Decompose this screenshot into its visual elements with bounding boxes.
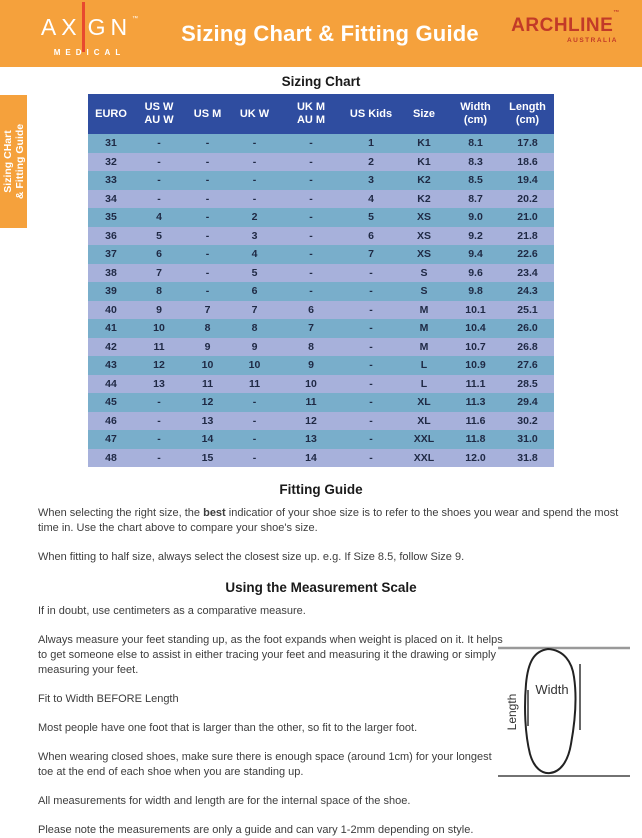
- table-cell: 2: [231, 208, 278, 227]
- table-cell: 12: [184, 393, 231, 412]
- table-cell: 31.0: [501, 430, 554, 449]
- table-cell: 8: [184, 319, 231, 338]
- table-cell: 7: [184, 301, 231, 320]
- table-cell: 33: [88, 171, 134, 190]
- table-cell: 47: [88, 430, 134, 449]
- axign-red-line-icon: [82, 2, 85, 52]
- table-cell: K1: [398, 153, 450, 172]
- table-cell: 3: [344, 171, 398, 190]
- table-cell: XS: [398, 227, 450, 246]
- table-cell: 31: [88, 134, 134, 153]
- table-cell: -: [344, 301, 398, 320]
- table-cell: 22.6: [501, 245, 554, 264]
- paragraph: When fitting to half size, always select the closest size up. e.g. If Size 8.5, follow Size 9.: [38, 551, 465, 563]
- page-title: Sizing Chart & Fitting Guide: [181, 20, 479, 46]
- table-cell: 24.3: [501, 282, 554, 301]
- paragraph: Fit to Width BEFORE Length: [38, 693, 179, 705]
- width-label: Width: [535, 682, 569, 697]
- table-cell: 9.6: [450, 264, 501, 283]
- table-cell: 11.8: [450, 430, 501, 449]
- header-bar: [0, 0, 642, 67]
- table-cell: 10.4: [450, 319, 501, 338]
- side-tab-line2: & Fitting Guide: [13, 123, 26, 200]
- table-cell: -: [344, 375, 398, 394]
- table-cell: -: [278, 208, 344, 227]
- table-cell: 7: [344, 245, 398, 264]
- table-cell: 41: [88, 319, 134, 338]
- table-cell: 34: [88, 190, 134, 209]
- table-cell: XL: [398, 412, 450, 431]
- fitting-guide-text: [0, 506, 642, 565]
- table-cell: 11.3: [450, 393, 501, 412]
- fitting-guide-heading: Fitting Guide: [279, 482, 363, 497]
- table-cell: 39: [88, 282, 134, 301]
- table-cell: -: [184, 153, 231, 172]
- measurement-scale-heading: Using the Measurement Scale: [225, 580, 417, 595]
- table-cell: -: [184, 282, 231, 301]
- table-cell: -: [134, 134, 184, 153]
- table-row: [88, 319, 554, 338]
- table-cell: -: [231, 412, 278, 431]
- table-cell: 5: [231, 264, 278, 283]
- table-cell: 13: [278, 430, 344, 449]
- table-cell: -: [231, 153, 278, 172]
- table-cell: 11.1: [450, 375, 501, 394]
- table-cell: XS: [398, 245, 450, 264]
- table-cell: -: [278, 282, 344, 301]
- table-cell: -: [344, 412, 398, 431]
- table-cell: XXL: [398, 430, 450, 449]
- side-tab-sizing-chart: [0, 95, 27, 228]
- table-cell: 8.5: [450, 171, 501, 190]
- table-cell: 21.0: [501, 208, 554, 227]
- table-cell: 6: [344, 227, 398, 246]
- table-cell: 26.0: [501, 319, 554, 338]
- table-cell: 8: [231, 319, 278, 338]
- table-cell: -: [184, 134, 231, 153]
- table-cell: -: [184, 245, 231, 264]
- table-row: [88, 264, 554, 283]
- column-header: EURO: [88, 94, 134, 134]
- table-cell: 4: [231, 245, 278, 264]
- paragraph: Always measure your feet standing up, as the foot expands when weight is placed on it. It helps to get someone else to assist in either tracing your feet and measuring it the drawing or simply measuring your feet.: [38, 634, 503, 676]
- table-cell: 38: [88, 264, 134, 283]
- table-cell: 37: [88, 245, 134, 264]
- table-cell: 31.8: [501, 449, 554, 468]
- table-cell: 11.6: [450, 412, 501, 431]
- archline-trademark: ™: [613, 10, 620, 16]
- table-cell: 17.8: [501, 134, 554, 153]
- table-cell: 2: [344, 153, 398, 172]
- table-cell: 11: [134, 338, 184, 357]
- table-cell: -: [344, 338, 398, 357]
- table-cell: -: [134, 393, 184, 412]
- table-cell: 8: [134, 282, 184, 301]
- sizing-chart-table: [88, 94, 554, 467]
- table-row: [88, 301, 554, 320]
- table-cell: 20.2: [501, 190, 554, 209]
- table-cell: 5: [344, 208, 398, 227]
- table-cell: 7: [278, 319, 344, 338]
- table-cell: S: [398, 264, 450, 283]
- table-cell: 12.0: [450, 449, 501, 468]
- table-cell: -: [278, 153, 344, 172]
- table-cell: -: [278, 245, 344, 264]
- table-row: [88, 208, 554, 227]
- table-cell: 9: [278, 356, 344, 375]
- table-row: [88, 153, 554, 172]
- table-cell: 19.4: [501, 171, 554, 190]
- table-cell: -: [344, 264, 398, 283]
- table-cell: -: [134, 171, 184, 190]
- table-row: [88, 393, 554, 412]
- table-row: [88, 282, 554, 301]
- axign-medical-label: MEDICAL: [53, 48, 126, 57]
- column-header: US W AU W: [134, 94, 184, 134]
- table-cell: 7: [134, 264, 184, 283]
- table-cell: XS: [398, 208, 450, 227]
- table-row: [88, 227, 554, 246]
- table-cell: 36: [88, 227, 134, 246]
- table-cell: -: [344, 282, 398, 301]
- paragraph-text: indicatior of your shoe size is to refer to the shoes you wear and spend the most time in. Use the chart above to compare your shoe's size.: [38, 507, 619, 534]
- table-cell: 15: [184, 449, 231, 468]
- table-cell: M: [398, 338, 450, 357]
- table-cell: -: [344, 393, 398, 412]
- table-cell: 35: [88, 208, 134, 227]
- table-cell: 21.8: [501, 227, 554, 246]
- table-cell: 9: [231, 338, 278, 357]
- paragraph: When wearing closed shoes, make sure there is enough space (around 1cm) for your longest toe at the end of each shoe when you are standing up.: [38, 751, 492, 778]
- table-cell: 9: [184, 338, 231, 357]
- sizing-chart-heading: Sizing Chart: [281, 74, 361, 89]
- table-body: [88, 134, 554, 467]
- table-cell: 25.1: [501, 301, 554, 320]
- table-cell: 46: [88, 412, 134, 431]
- length-label: Length: [505, 693, 519, 731]
- table-cell: 18.6: [501, 153, 554, 172]
- table-cell: 8.3: [450, 153, 501, 172]
- measurement-text: [38, 604, 508, 838]
- table-cell: 12: [278, 412, 344, 431]
- paragraph-bold-text: best: [203, 507, 226, 519]
- column-header: Size: [398, 94, 450, 134]
- table-header-row: [88, 94, 554, 134]
- axign-logo: [22, 9, 157, 57]
- paragraph: If in doubt, use centimeters as a comparative measure.: [38, 605, 306, 617]
- table-cell: 4: [134, 208, 184, 227]
- table-cell: 42: [88, 338, 134, 357]
- axign-wordmark: [22, 9, 157, 45]
- table-cell: -: [134, 190, 184, 209]
- table-cell: -: [134, 449, 184, 468]
- axign-text-right: GN: [87, 13, 133, 40]
- table-cell: 10.1: [450, 301, 501, 320]
- table-cell: 5: [134, 227, 184, 246]
- table-cell: 14: [184, 430, 231, 449]
- table-cell: -: [278, 134, 344, 153]
- table-cell: 13: [184, 412, 231, 431]
- paragraph-text: When selecting the right size, the: [38, 507, 204, 519]
- table-cell: 13: [134, 375, 184, 394]
- side-tab-line1: Sizing CHart: [1, 130, 14, 193]
- foot-outline: [525, 649, 575, 773]
- table-cell: -: [344, 319, 398, 338]
- table-cell: L: [398, 356, 450, 375]
- table-cell: 28.5: [501, 375, 554, 394]
- table-cell: S: [398, 282, 450, 301]
- table-cell: XL: [398, 393, 450, 412]
- column-header: US Kids: [344, 94, 398, 134]
- table-cell: -: [184, 227, 231, 246]
- table-cell: 10: [184, 356, 231, 375]
- table-cell: 11: [278, 393, 344, 412]
- table-cell: 3: [231, 227, 278, 246]
- table-cell: 10.9: [450, 356, 501, 375]
- table-cell: -: [278, 227, 344, 246]
- table-cell: 44: [88, 375, 134, 394]
- table-cell: -: [344, 430, 398, 449]
- table-row: [88, 356, 554, 375]
- table-cell: 6: [134, 245, 184, 264]
- table-cell: 8.1: [450, 134, 501, 153]
- table-cell: 9.0: [450, 208, 501, 227]
- table-cell: 12: [134, 356, 184, 375]
- table-cell: M: [398, 319, 450, 338]
- table-cell: -: [278, 190, 344, 209]
- table-cell: 32: [88, 153, 134, 172]
- table-cell: K2: [398, 171, 450, 190]
- table-row: [88, 412, 554, 431]
- table-cell: -: [134, 153, 184, 172]
- table-cell: K2: [398, 190, 450, 209]
- table-row: [88, 134, 554, 153]
- table-cell: XXL: [398, 449, 450, 468]
- table-cell: 9.8: [450, 282, 501, 301]
- table-row: [88, 171, 554, 190]
- table-cell: 10.7: [450, 338, 501, 357]
- table-cell: -: [278, 264, 344, 283]
- table-row: [88, 430, 554, 449]
- table-cell: 27.6: [501, 356, 554, 375]
- table-cell: 9.2: [450, 227, 501, 246]
- paragraph: Please note the measurements are only a guide and can vary 1-2mm depending on style.: [38, 824, 474, 836]
- table-cell: K1: [398, 134, 450, 153]
- table-cell: M: [398, 301, 450, 320]
- column-header: UK M AU M: [278, 94, 344, 134]
- column-header: Length (cm): [501, 94, 554, 134]
- axign-text-left: AX: [40, 13, 82, 40]
- axign-trademark: ™: [132, 16, 139, 22]
- table-cell: -: [344, 356, 398, 375]
- table-cell: 1: [344, 134, 398, 153]
- table-cell: -: [231, 393, 278, 412]
- table-cell: -: [344, 449, 398, 468]
- column-header: Width (cm): [450, 94, 501, 134]
- table-cell: 10: [278, 375, 344, 394]
- table-cell: -: [184, 208, 231, 227]
- table-cell: 30.2: [501, 412, 554, 431]
- table-row: [88, 190, 554, 209]
- paragraph: All measurements for width and length are for the internal space of the shoe.: [38, 795, 411, 807]
- measurement-section: [0, 604, 642, 838]
- table-cell: -: [134, 412, 184, 431]
- table-row: [88, 245, 554, 264]
- table-row: [88, 338, 554, 357]
- column-header: UK W: [231, 94, 278, 134]
- table-cell: -: [184, 264, 231, 283]
- table-cell: 6: [231, 282, 278, 301]
- archline-logo: [503, 10, 628, 44]
- table-cell: 10: [231, 356, 278, 375]
- table-row: [88, 449, 554, 468]
- table-cell: 10: [134, 319, 184, 338]
- table-cell: 26.8: [501, 338, 554, 357]
- table-cell: 4: [344, 190, 398, 209]
- table-cell: 8: [278, 338, 344, 357]
- table-cell: -: [231, 430, 278, 449]
- paragraph: Most people have one foot that is larger than the other, so fit to the larger foot.: [38, 722, 418, 734]
- table-cell: 8.7: [450, 190, 501, 209]
- table-cell: 14: [278, 449, 344, 468]
- table-cell: -: [184, 190, 231, 209]
- table-cell: 48: [88, 449, 134, 468]
- paragraph: [38, 506, 626, 536]
- foot-measurement-diagram: [490, 642, 640, 797]
- table-cell: 43: [88, 356, 134, 375]
- column-header: US M: [184, 94, 231, 134]
- table-cell: 11: [231, 375, 278, 394]
- table-cell: 9: [134, 301, 184, 320]
- table-cell: 23.4: [501, 264, 554, 283]
- table-cell: 45: [88, 393, 134, 412]
- table-cell: 9.4: [450, 245, 501, 264]
- archline-text: ARCHLINE: [511, 15, 614, 36]
- table-cell: 11: [184, 375, 231, 394]
- table-cell: 7: [231, 301, 278, 320]
- table-cell: -: [134, 430, 184, 449]
- table-row: [88, 375, 554, 394]
- table-cell: -: [184, 171, 231, 190]
- table-cell: -: [231, 190, 278, 209]
- table-cell: -: [231, 134, 278, 153]
- table-cell: L: [398, 375, 450, 394]
- table-cell: 6: [278, 301, 344, 320]
- table-cell: 29.4: [501, 393, 554, 412]
- archline-australia-label: AUSTRALIA: [566, 37, 618, 44]
- table-cell: -: [231, 449, 278, 468]
- table-cell: 40: [88, 301, 134, 320]
- table-cell: -: [231, 171, 278, 190]
- table-cell: -: [278, 171, 344, 190]
